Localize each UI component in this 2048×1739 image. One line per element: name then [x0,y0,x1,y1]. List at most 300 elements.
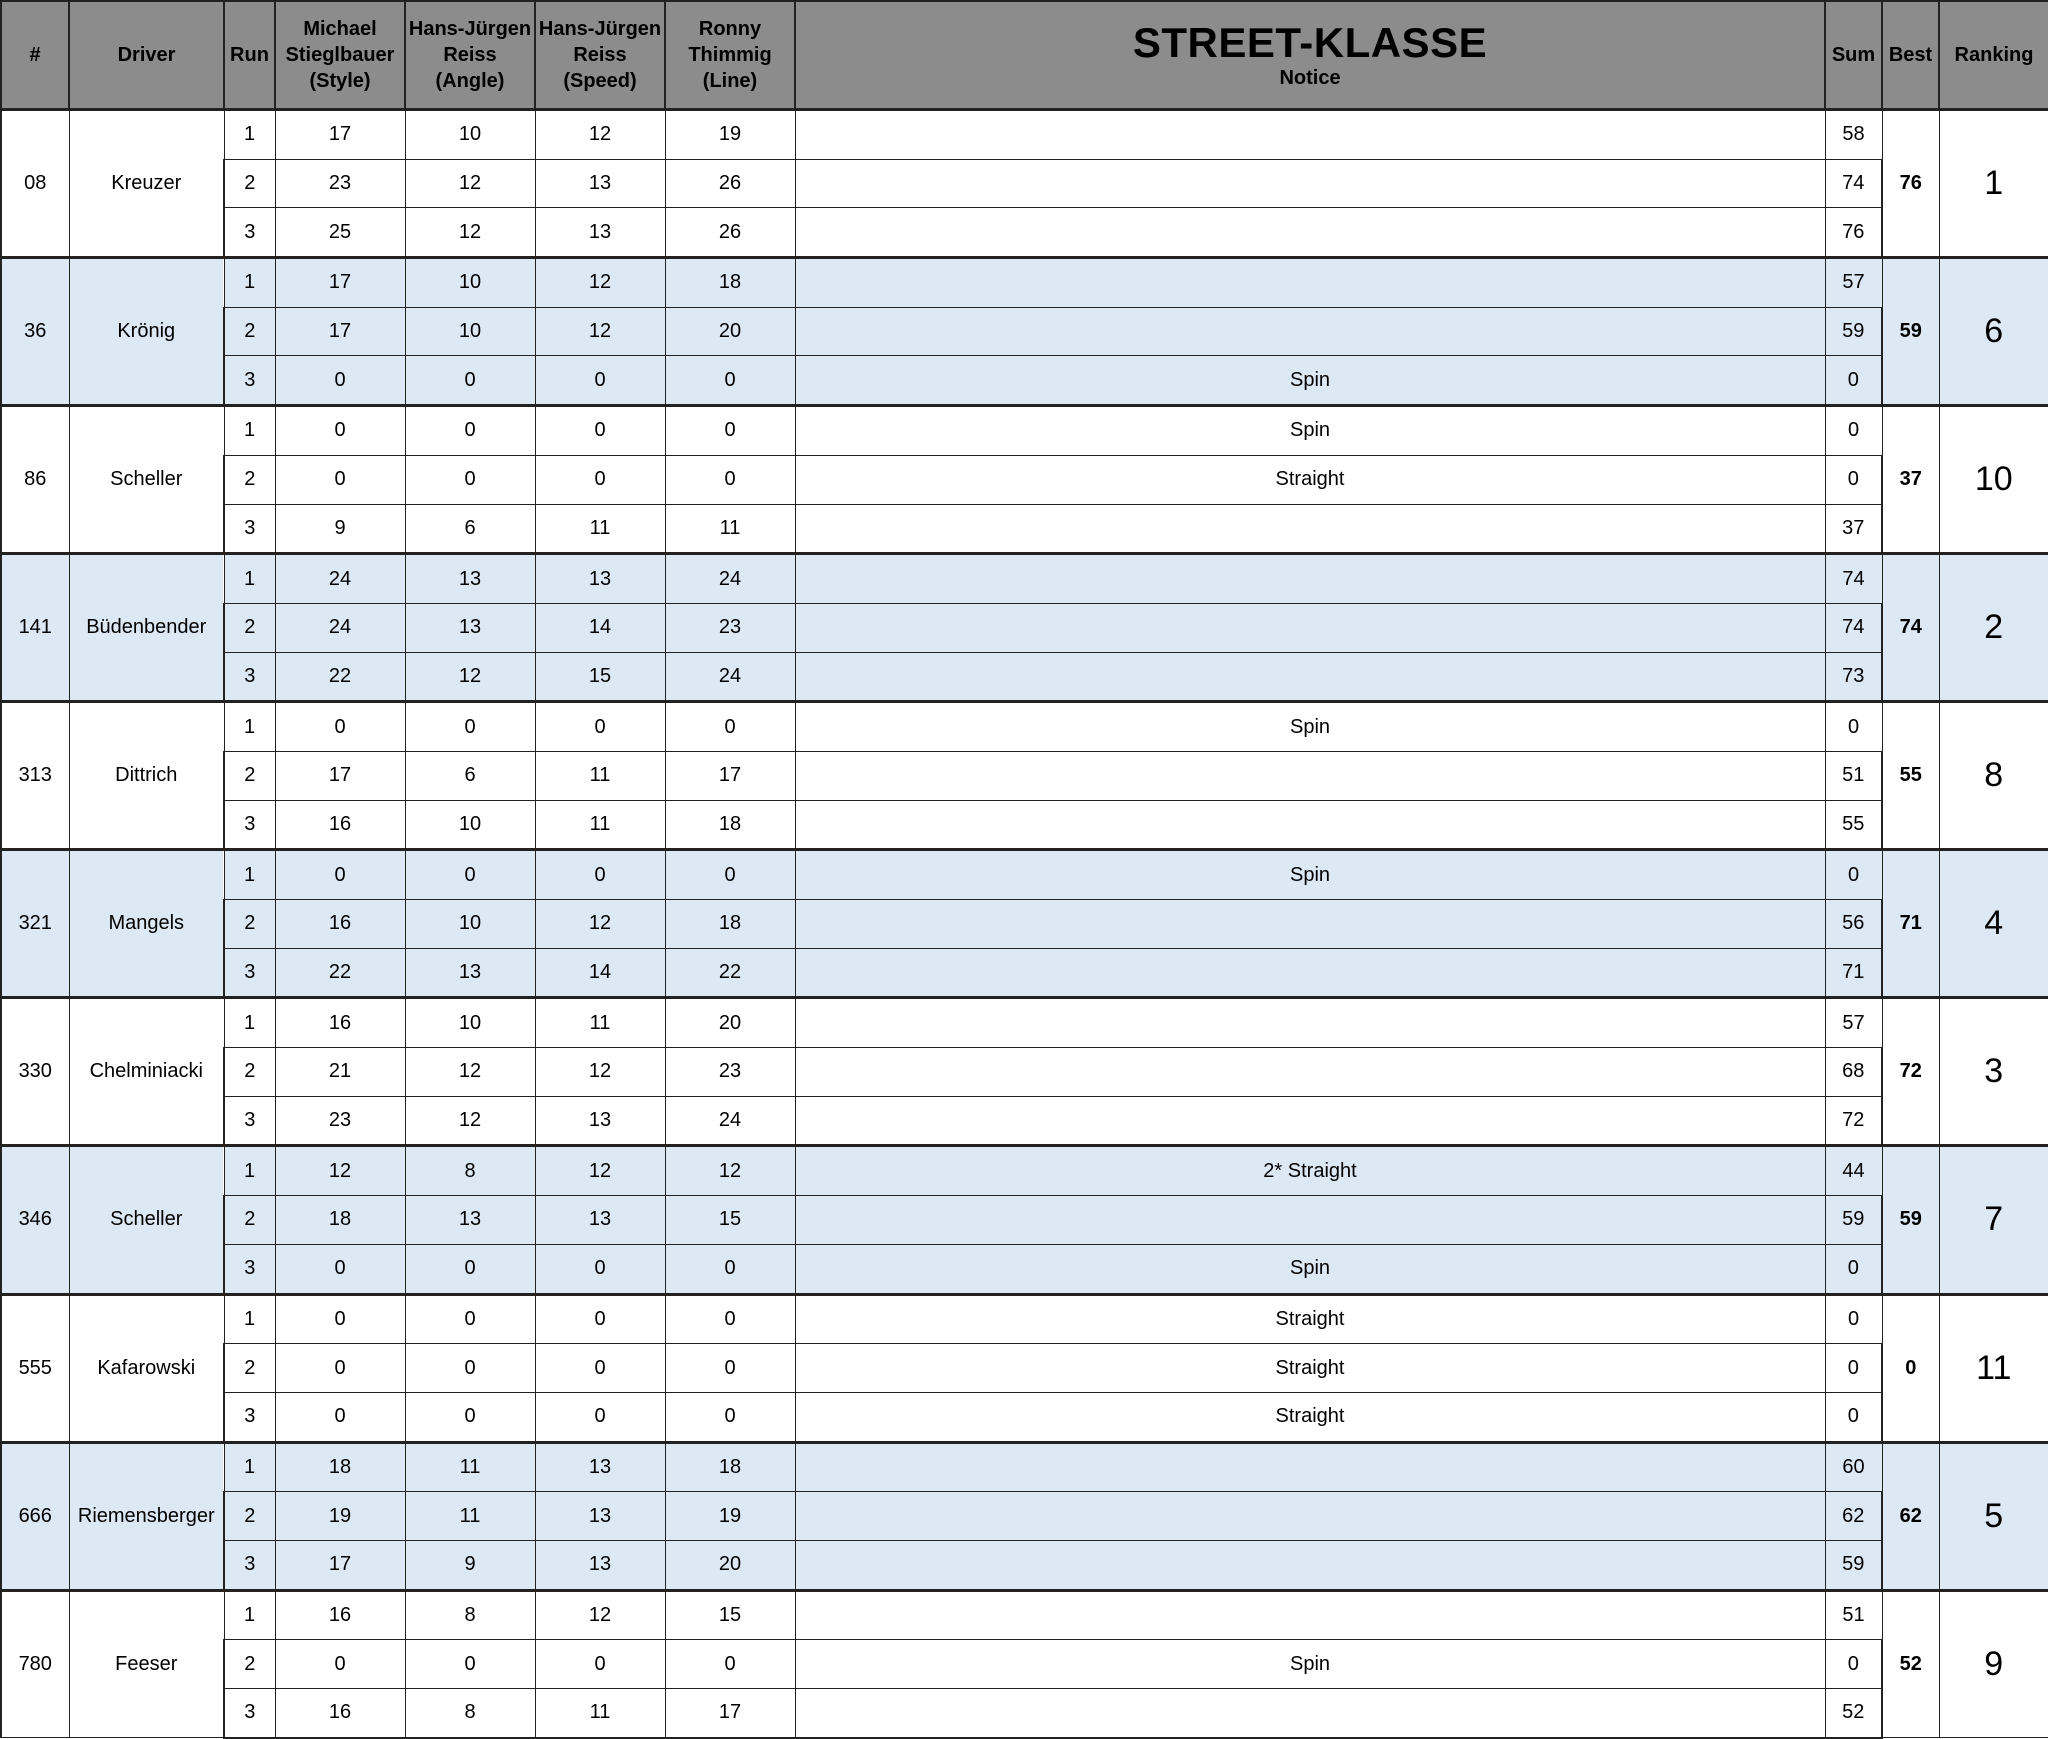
run-sum: 51 [1825,1590,1882,1640]
judge-role: (Speed) [563,70,637,92]
run-number: 2 [224,1196,275,1245]
best-score: 62 [1882,1442,1939,1590]
score-line: 19 [665,1492,795,1541]
table-row [1,1244,2048,1294]
header-notice [795,1,1825,110]
table-row [1,208,2048,258]
score-style: 0 [275,356,405,406]
driver-name: Büdenbender [69,554,224,702]
run-notice [795,1048,1825,1097]
run-notice [795,1442,1825,1492]
score-line: 24 [665,1096,795,1146]
score-line: 20 [665,998,795,1048]
run-sum: 58 [1825,110,1882,160]
table-row [1,1294,2048,1344]
run-notice [795,900,1825,949]
score-speed: 0 [535,1294,665,1344]
score-angle: 10 [405,800,535,850]
score-angle: 10 [405,307,535,356]
score-style: 0 [275,1640,405,1689]
score-speed: 13 [535,1492,665,1541]
score-style: 22 [275,652,405,702]
table-row [1,1096,2048,1146]
judge-role: (Style) [309,70,371,92]
score-style: 18 [275,1196,405,1245]
run-number: 1 [224,998,275,1048]
score-speed: 11 [535,1689,665,1738]
table-row [1,504,2048,554]
run-number: 2 [224,900,275,949]
score-line: 26 [665,208,795,258]
score-style: 0 [275,406,405,456]
driver-number: 86 [1,406,69,554]
ranking: 2 [1939,554,2048,702]
score-speed: 13 [535,554,665,604]
score-speed: 12 [535,1590,665,1640]
ranking: 8 [1939,702,2048,850]
run-notice [795,554,1825,604]
run-number: 3 [224,356,275,406]
score-speed: 0 [535,1640,665,1689]
score-style: 17 [275,110,405,160]
score-style: 0 [275,1244,405,1294]
driver-name: Kafarowski [69,1294,224,1442]
table-row [1,1689,2048,1738]
run-number: 3 [224,1096,275,1146]
run-sum: 59 [1825,307,1882,356]
table-row [1,1344,2048,1393]
run-number: 1 [224,702,275,752]
score-angle: 11 [405,1492,535,1541]
driver-number: 08 [1,110,69,258]
best-score: 72 [1882,998,1939,1146]
run-notice: Straight [795,455,1825,504]
score-speed: 15 [535,652,665,702]
score-style: 17 [275,258,405,308]
score-style: 24 [275,554,405,604]
run-number: 2 [224,1640,275,1689]
table-row [1,850,2048,900]
run-number: 3 [224,1392,275,1442]
driver-number: 141 [1,554,69,702]
driver-name: Feeser [69,1590,224,1738]
driver-number: 330 [1,998,69,1146]
run-notice: Spin [795,850,1825,900]
run-sum: 0 [1825,406,1882,456]
run-number: 3 [224,504,275,554]
score-speed: 0 [535,455,665,504]
run-number: 2 [224,159,275,208]
score-angle: 10 [405,110,535,160]
score-style: 23 [275,1096,405,1146]
score-angle: 13 [405,554,535,604]
run-sum: 44 [1825,1146,1882,1196]
table-row [1,258,2048,308]
score-line: 24 [665,652,795,702]
run-sum: 0 [1825,1344,1882,1393]
score-angle: 0 [405,406,535,456]
driver-number: 555 [1,1294,69,1442]
run-number: 2 [224,455,275,504]
run-notice [795,1590,1825,1640]
run-sum: 0 [1825,1244,1882,1294]
score-style: 0 [275,455,405,504]
driver-group [1,406,2048,554]
score-angle: 8 [405,1590,535,1640]
table-row [1,1590,2048,1640]
judge-role: (Angle) [435,70,505,92]
score-style: 25 [275,208,405,258]
table-row [1,406,2048,456]
score-line: 18 [665,258,795,308]
score-line: 17 [665,1689,795,1738]
driver-number: 313 [1,702,69,850]
score-style: 16 [275,1590,405,1640]
ranking: 4 [1939,850,2048,998]
score-style: 9 [275,504,405,554]
score-line: 0 [665,356,795,406]
table-row [1,603,2048,652]
run-sum: 74 [1825,554,1882,604]
driver-number: 36 [1,258,69,406]
run-sum: 0 [1825,1640,1882,1689]
driver-name: Dittrich [69,702,224,850]
run-notice [795,800,1825,850]
score-speed: 12 [535,258,665,308]
run-number: 3 [224,948,275,998]
score-style: 23 [275,159,405,208]
score-angle: 8 [405,1146,535,1196]
run-notice: Spin [795,1640,1825,1689]
score-speed: 13 [535,1096,665,1146]
run-notice: Straight [795,1392,1825,1442]
score-speed: 13 [535,208,665,258]
run-sum: 57 [1825,258,1882,308]
judge-name: Michael Stieglbauer [285,18,395,66]
score-angle: 8 [405,1689,535,1738]
score-line: 0 [665,1244,795,1294]
run-number: 1 [224,406,275,456]
run-number: 3 [224,1244,275,1294]
driver-name: Kreuzer [69,110,224,258]
run-sum: 73 [1825,652,1882,702]
run-notice: Spin [795,356,1825,406]
driver-group [1,110,2048,258]
run-sum: 37 [1825,504,1882,554]
score-angle: 13 [405,1196,535,1245]
score-line: 0 [665,702,795,752]
score-style: 24 [275,603,405,652]
driver-name: Chelminiacki [69,998,224,1146]
driver-name: Scheller [69,1146,224,1294]
score-angle: 11 [405,1442,535,1492]
run-number: 1 [224,1590,275,1640]
header-run: Run [224,1,275,110]
best-score: 74 [1882,554,1939,702]
score-style: 0 [275,1294,405,1344]
score-style: 12 [275,1146,405,1196]
header-num: # [1,1,69,110]
driver-name: Riemensberger [69,1442,224,1590]
table-row [1,1392,2048,1442]
class-title: STREET-KLASSE [1132,19,1488,66]
table-row [1,159,2048,208]
score-speed: 0 [535,406,665,456]
score-speed: 14 [535,603,665,652]
score-angle: 12 [405,159,535,208]
run-sum: 72 [1825,1096,1882,1146]
table-row [1,1196,2048,1245]
score-angle: 9 [405,1540,535,1590]
run-notice: Spin [795,1244,1825,1294]
table-row [1,800,2048,850]
header-driver: Driver [69,1,224,110]
best-score: 76 [1882,110,1939,258]
table-row [1,1442,2048,1492]
best-score: 0 [1882,1294,1939,1442]
score-speed: 0 [535,1244,665,1294]
score-line: 12 [665,1146,795,1196]
run-number: 2 [224,307,275,356]
run-notice [795,1196,1825,1245]
score-speed: 13 [535,159,665,208]
run-notice [795,159,1825,208]
table-row [1,998,2048,1048]
run-notice [795,504,1825,554]
run-number: 2 [224,603,275,652]
table-row [1,900,2048,949]
run-number: 1 [224,850,275,900]
run-notice: Spin [795,406,1825,456]
run-sum: 76 [1825,208,1882,258]
score-speed: 0 [535,356,665,406]
driver-name: Krönig [69,258,224,406]
score-speed: 12 [535,900,665,949]
run-number: 3 [224,1689,275,1738]
table-row [1,1492,2048,1541]
run-sum: 51 [1825,751,1882,800]
driver-name: Scheller [69,406,224,554]
score-speed: 14 [535,948,665,998]
driver-group [1,702,2048,850]
table-row [1,1146,2048,1196]
score-line: 11 [665,504,795,554]
score-line: 0 [665,1640,795,1689]
score-angle: 6 [405,504,535,554]
run-notice [795,652,1825,702]
score-line: 20 [665,307,795,356]
header-notice-label: Notice [1279,67,1341,89]
score-angle: 12 [405,1048,535,1097]
header-best: Best [1882,1,1939,110]
header-judge-line [665,1,795,110]
score-angle: 13 [405,948,535,998]
driver-group [1,1442,2048,1590]
run-sum: 0 [1825,455,1882,504]
best-score: 37 [1882,406,1939,554]
run-number: 1 [224,258,275,308]
driver-number: 666 [1,1442,69,1590]
score-style: 0 [275,850,405,900]
run-number: 1 [224,1146,275,1196]
score-angle: 0 [405,1244,535,1294]
run-number: 3 [224,1540,275,1590]
score-speed: 13 [535,1540,665,1590]
driver-group [1,1294,2048,1442]
score-line: 15 [665,1196,795,1245]
run-notice [795,603,1825,652]
judge-name: Hans-Jürgen Reiss [538,18,662,66]
header-ranking: Ranking [1939,1,2048,110]
ranking: 3 [1939,998,2048,1146]
score-style: 18 [275,1442,405,1492]
run-notice [795,1689,1825,1738]
table-row [1,455,2048,504]
best-score: 59 [1882,258,1939,406]
table-row [1,356,2048,406]
best-score: 52 [1882,1590,1939,1738]
run-notice: Straight [795,1294,1825,1344]
driver-number: 321 [1,850,69,998]
run-number: 1 [224,1294,275,1344]
run-number: 2 [224,1344,275,1393]
score-angle: 0 [405,1392,535,1442]
score-style: 0 [275,1392,405,1442]
score-style: 16 [275,1689,405,1738]
driver-number: 346 [1,1146,69,1294]
run-sum: 71 [1825,948,1882,998]
run-number: 3 [224,800,275,850]
driver-name: Mangels [69,850,224,998]
best-score: 55 [1882,702,1939,850]
score-speed: 11 [535,751,665,800]
run-number: 1 [224,554,275,604]
ranking: 5 [1939,1442,2048,1590]
header-judge-speed [535,1,665,110]
score-line: 26 [665,159,795,208]
score-speed: 12 [535,1048,665,1097]
score-speed: 0 [535,850,665,900]
table-row [1,702,2048,752]
table-row [1,554,2048,604]
score-line: 23 [665,1048,795,1097]
score-angle: 6 [405,751,535,800]
driver-group [1,1590,2048,1738]
score-angle: 0 [405,356,535,406]
score-speed: 12 [535,307,665,356]
score-line: 23 [665,603,795,652]
run-notice [795,208,1825,258]
score-style: 0 [275,702,405,752]
score-speed: 13 [535,1196,665,1245]
run-notice [795,110,1825,160]
run-number: 1 [224,1442,275,1492]
score-line: 0 [665,1392,795,1442]
run-notice: Spin [795,702,1825,752]
run-sum: 0 [1825,850,1882,900]
run-sum: 59 [1825,1540,1882,1590]
judge-name: Hans-Jürgen Reiss [408,18,532,66]
score-line: 0 [665,406,795,456]
run-notice [795,1492,1825,1541]
score-line: 18 [665,800,795,850]
score-angle: 12 [405,652,535,702]
score-angle: 10 [405,900,535,949]
judge-role: (Line) [702,70,758,92]
score-style: 16 [275,900,405,949]
run-notice [795,258,1825,308]
run-sum: 68 [1825,1048,1882,1097]
best-score: 71 [1882,850,1939,998]
score-style: 19 [275,1492,405,1541]
score-angle: 0 [405,1294,535,1344]
score-angle: 0 [405,455,535,504]
score-speed: 0 [535,1392,665,1442]
run-notice [795,307,1825,356]
run-sum: 0 [1825,1392,1882,1442]
score-angle: 13 [405,603,535,652]
score-line: 0 [665,850,795,900]
run-number: 3 [224,652,275,702]
score-angle: 0 [405,1640,535,1689]
run-notice [795,751,1825,800]
run-sum: 55 [1825,800,1882,850]
run-sum: 74 [1825,603,1882,652]
header-sum: Sum [1825,1,1882,110]
driver-group [1,258,2048,406]
score-angle: 10 [405,998,535,1048]
table-row [1,652,2048,702]
score-style: 17 [275,751,405,800]
score-angle: 10 [405,258,535,308]
run-notice: Straight [795,1344,1825,1393]
score-line: 17 [665,751,795,800]
score-speed: 11 [535,998,665,1048]
run-sum: 0 [1825,1294,1882,1344]
driver-group [1,1146,2048,1294]
driver-group [1,554,2048,702]
score-line: 18 [665,900,795,949]
run-sum: 56 [1825,900,1882,949]
score-style: 16 [275,800,405,850]
score-line: 22 [665,948,795,998]
run-sum: 62 [1825,1492,1882,1541]
score-style: 16 [275,998,405,1048]
table-row [1,307,2048,356]
score-style: 17 [275,1540,405,1590]
score-speed: 12 [535,110,665,160]
score-style: 17 [275,307,405,356]
run-notice [795,998,1825,1048]
score-line: 24 [665,554,795,604]
run-notice: 2* Straight [795,1146,1825,1196]
ranking: 11 [1939,1294,2048,1442]
table-header [1,1,2048,110]
score-line: 0 [665,1344,795,1393]
score-speed: 11 [535,504,665,554]
ranking: 1 [1939,110,2048,258]
score-line: 20 [665,1540,795,1590]
score-angle: 12 [405,208,535,258]
run-sum: 59 [1825,1196,1882,1245]
run-sum: 74 [1825,159,1882,208]
run-number: 3 [224,208,275,258]
run-sum: 0 [1825,702,1882,752]
run-number: 2 [224,1048,275,1097]
score-angle: 0 [405,702,535,752]
header-judge-style [275,1,405,110]
ranking: 9 [1939,1590,2048,1738]
